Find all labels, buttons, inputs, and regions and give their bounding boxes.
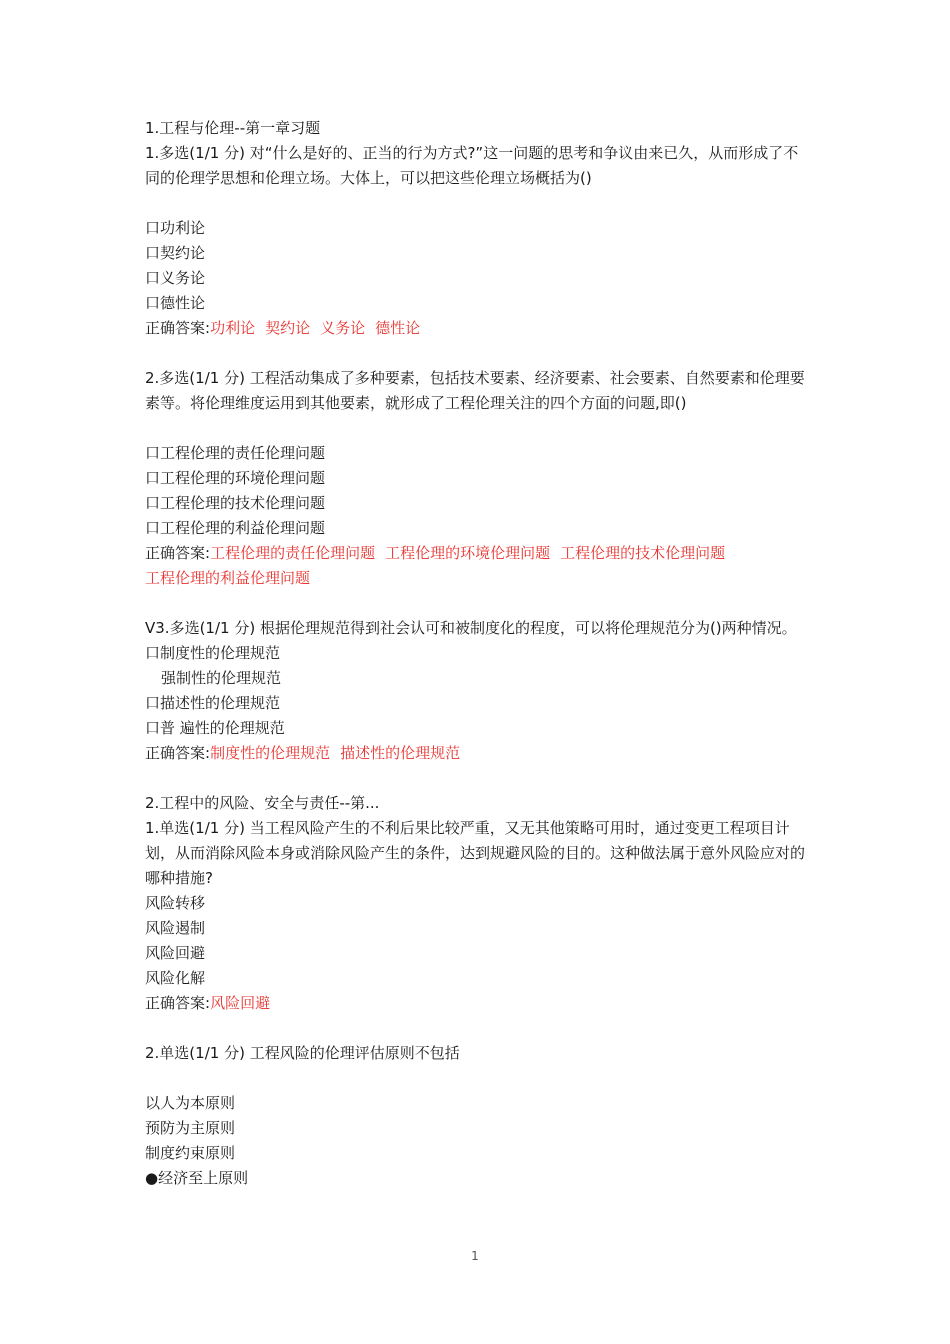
question-block bbox=[145, 616, 810, 766]
option-item: 以人为本原则 bbox=[145, 1094, 236, 1112]
spacer bbox=[145, 1066, 810, 1091]
question-block bbox=[145, 1041, 810, 1191]
spacer bbox=[145, 191, 810, 216]
answer-value: 功利论 bbox=[210, 319, 256, 337]
option-item: 强制性的伦理规范 bbox=[161, 669, 282, 687]
option-item: 口制度性的伦理规范 bbox=[145, 644, 281, 662]
answer-label: 正确答案: bbox=[145, 994, 211, 1012]
spacer bbox=[145, 766, 810, 791]
spacer bbox=[145, 341, 810, 366]
option-item: 口德性论 bbox=[145, 294, 206, 312]
option-item: 口契约论 bbox=[145, 244, 206, 262]
option-item: 风险化解 bbox=[145, 969, 206, 987]
document-body bbox=[145, 116, 810, 1191]
answer-line bbox=[145, 741, 810, 766]
answer-value: 工程伦理的技术伦理问题 bbox=[560, 544, 726, 562]
option-item: 口工程伦理的责任伦理问题 bbox=[145, 444, 326, 462]
answer-line bbox=[145, 541, 810, 566]
answer-value: 描述性的伦理规范 bbox=[340, 744, 461, 762]
question-stem: 2.多选(1/1 分) 工程活动集成了多种要素，包括技术要素、经济要素、社会要素、自然要素和伦理要素等。将伦理维度运用到其他要素，就形成了工程伦理关注的四个方面的问题,即() bbox=[145, 369, 805, 412]
answer-value: 工程伦理的利益伦理问题 bbox=[145, 569, 311, 587]
answer-value: 风险回避 bbox=[210, 994, 271, 1012]
section-title: 2.工程中的风险、安全与责任--第... bbox=[145, 794, 380, 812]
page-number: 1 bbox=[471, 1249, 479, 1263]
spacer bbox=[145, 416, 810, 441]
answer-value: 德性论 bbox=[375, 319, 421, 337]
section-title: 1.工程与伦理--第一章习题 bbox=[145, 119, 321, 137]
answer-value: 制度性的伦理规范 bbox=[210, 744, 331, 762]
option-item: 预防为主原则 bbox=[145, 1119, 236, 1137]
question-block bbox=[145, 141, 810, 341]
question-stem: 1.多选(1/1 分) 对“什么是好的、正当的行为方式?”这一问题的思考和争议由来已久，从而形成了不同的伦理学思想和伦理立场。大体上，可以把这些伦理立场概括为() bbox=[145, 144, 799, 187]
spacer bbox=[145, 591, 810, 616]
question-stem: V3.多选(1/1 分) 根据伦理规范得到社会认可和被制度化的程度，可以将伦理规范分为()两种情况。 bbox=[145, 619, 797, 637]
answer-label: 正确答案: bbox=[145, 744, 211, 762]
answer-line bbox=[145, 316, 810, 341]
answer-value: 契约论 bbox=[265, 319, 311, 337]
option-item: 口工程伦理的环境伦理问题 bbox=[145, 469, 326, 487]
answer-label: 正确答案: bbox=[145, 319, 211, 337]
question-block bbox=[145, 366, 810, 591]
question-block bbox=[145, 816, 810, 1016]
option-item: 口工程伦理的利益伦理问题 bbox=[145, 519, 326, 537]
option-item: 制度约束原则 bbox=[145, 1144, 236, 1162]
option-item: ●经济至上原则 bbox=[145, 1169, 249, 1187]
answer-line bbox=[145, 991, 810, 1016]
option-item: 风险回避 bbox=[145, 944, 206, 962]
option-item: 口工程伦理的技术伦理问题 bbox=[145, 494, 326, 512]
answer-value: 工程伦理的责任伦理问题 bbox=[210, 544, 376, 562]
option-item: 风险遏制 bbox=[145, 919, 206, 937]
option-item: 口普 遍性的伦理规范 bbox=[145, 719, 285, 737]
answer-value: 义务论 bbox=[320, 319, 366, 337]
answer-label: 正确答案: bbox=[145, 544, 211, 562]
option-item: 口功利论 bbox=[145, 219, 206, 237]
question-stem: 2.单选(1/1 分) 工程风险的伦理评估原则不包括 bbox=[145, 1044, 460, 1062]
option-item: 口描述性的伦理规范 bbox=[145, 694, 281, 712]
question-stem: 1.单选(1/1 分) 当工程风险产生的不利后果比较严重，又无其他策略可用时，通过变更工程项目计划，从而消除风险本身或消除风险产生的条件，达到规避风险的目的。这种做法属于意外风险应对的哪种措施? bbox=[145, 819, 806, 887]
option-item: 口义务论 bbox=[145, 269, 206, 287]
option-item: 风险转移 bbox=[145, 894, 206, 912]
answer-value: 工程伦理的环境伦理问题 bbox=[385, 544, 551, 562]
spacer bbox=[145, 1016, 810, 1041]
